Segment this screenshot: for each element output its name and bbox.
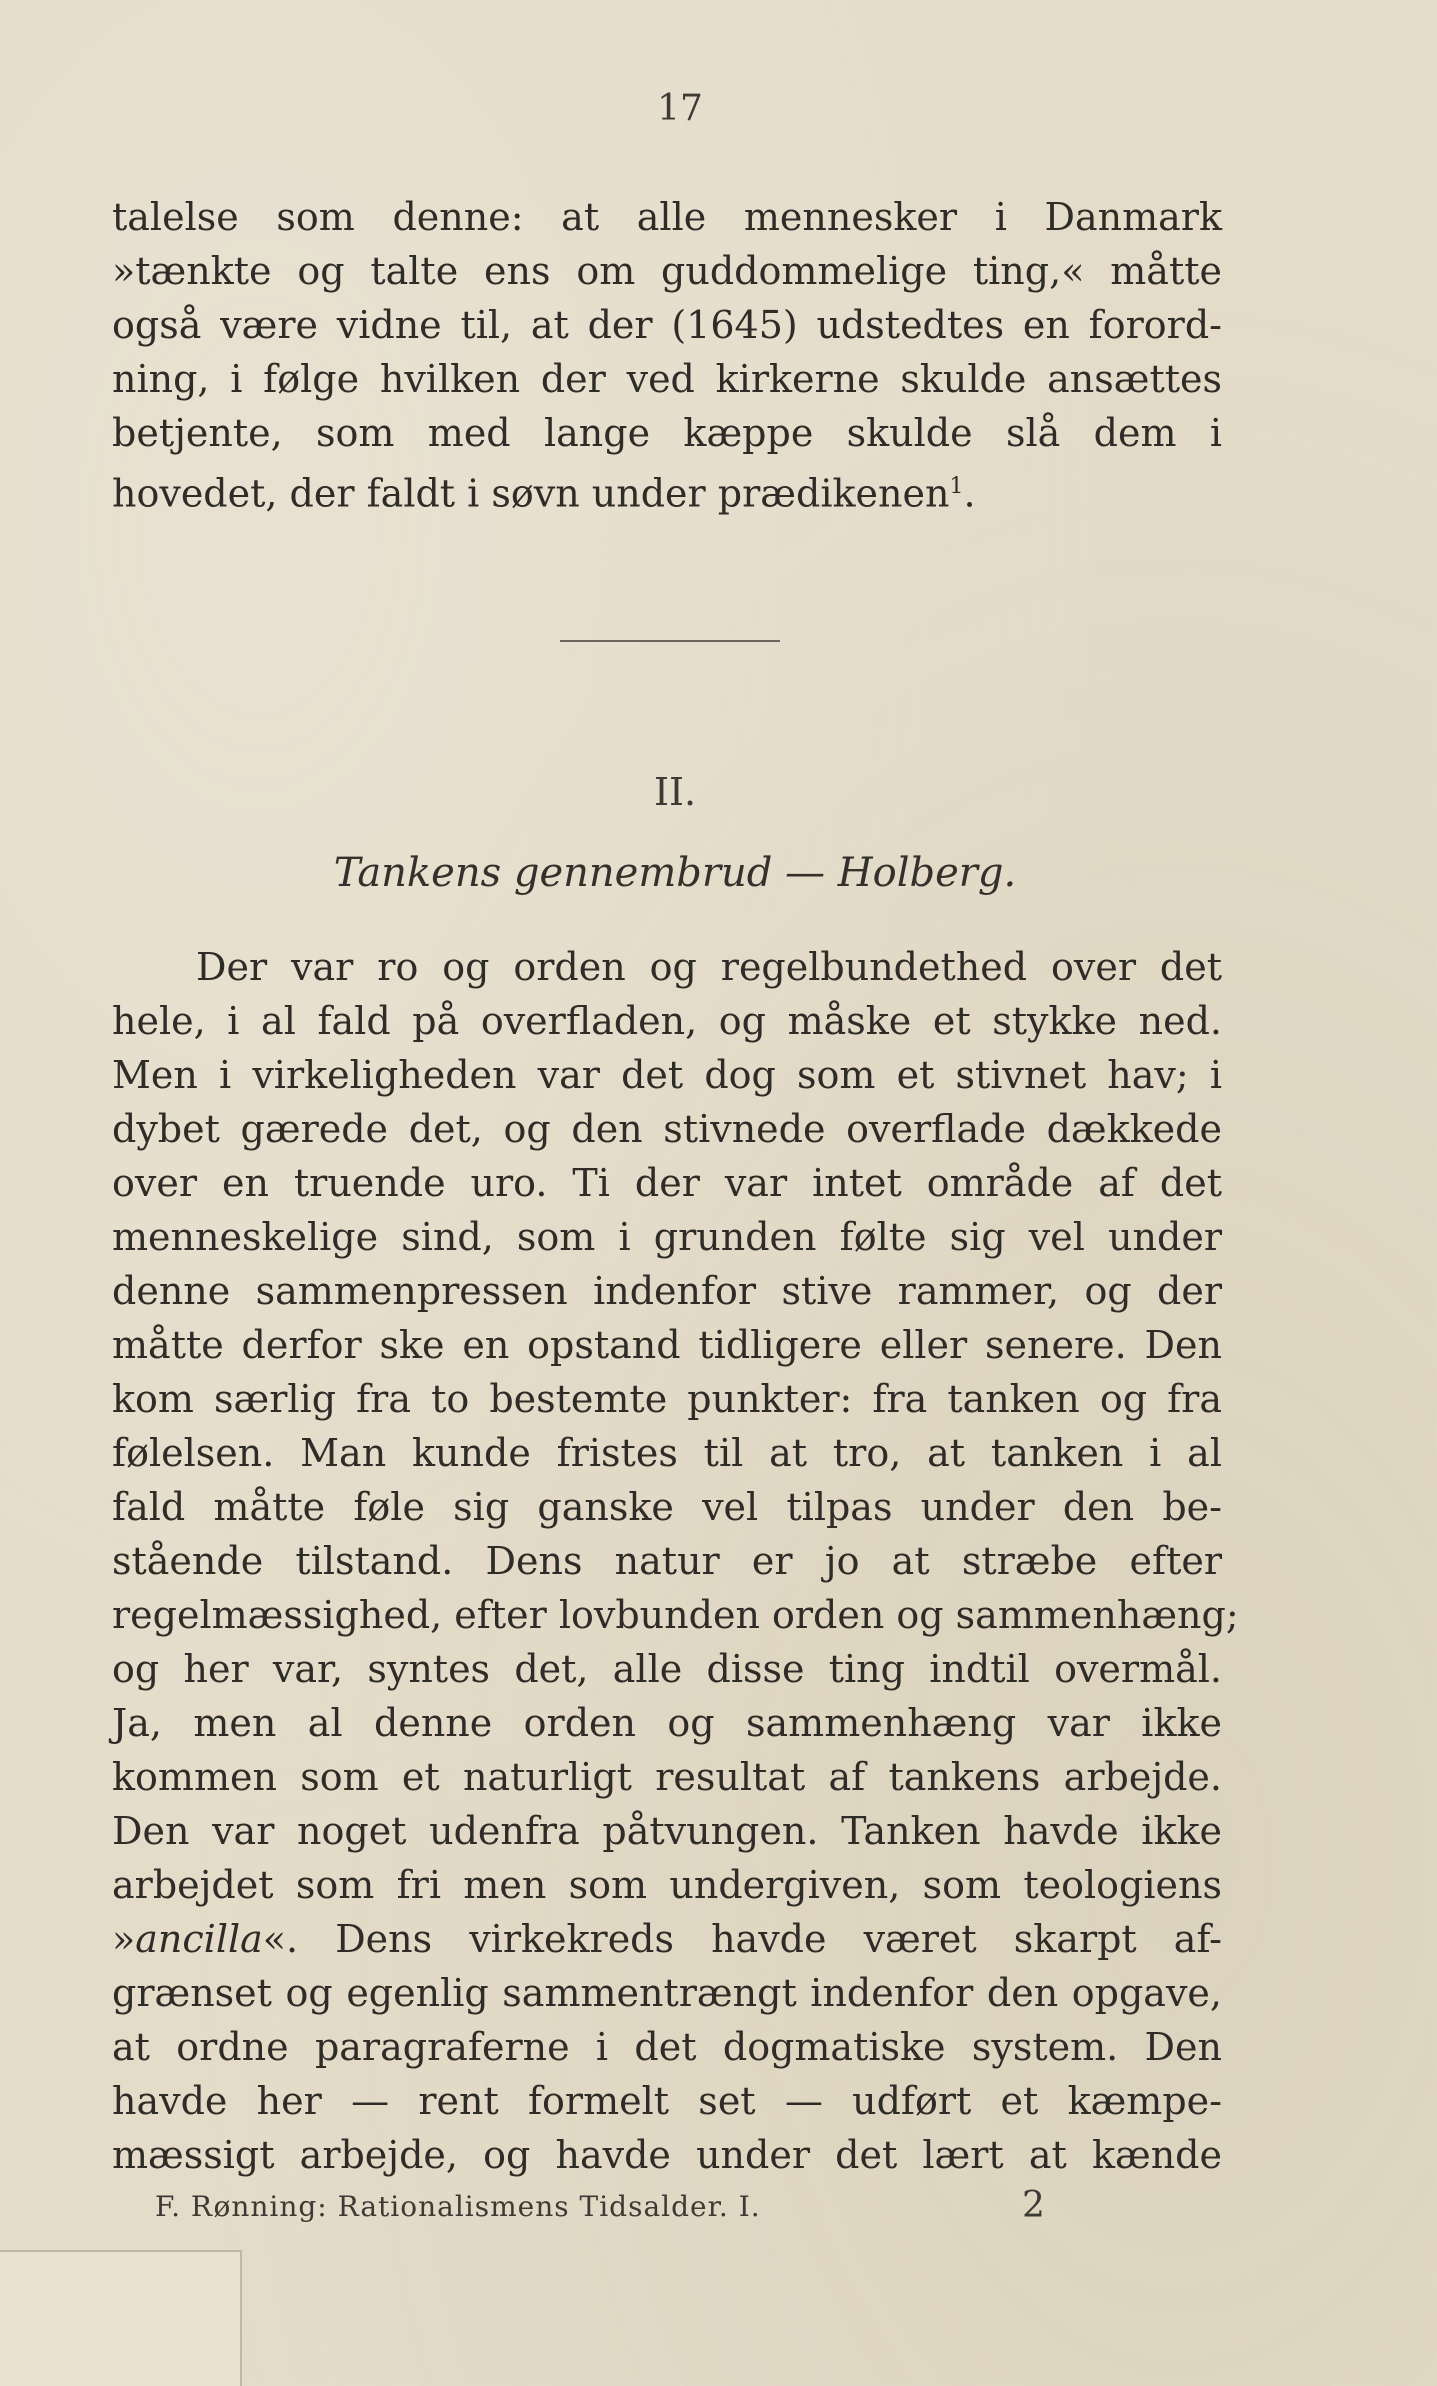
close-quote: «: [262, 1917, 287, 1961]
text-line-ancilla: [112, 1912, 1222, 1966]
signature-mark: 2: [1022, 2185, 1045, 2226]
text-line: fald måtte føle sig ganske vel tilpas under den be-: [112, 1485, 1222, 1529]
text-line: arbejdet som fri men som undergiven, som teologiens: [112, 1863, 1222, 1907]
text-line: kommen som et naturligt resultat af tankens arbejde.: [112, 1755, 1222, 1799]
text-line: måtte derfor ske en opstand tidligere eller senere. Den: [112, 1323, 1222, 1367]
paper-repair-patch: [0, 2250, 242, 2386]
paragraph-continued: [112, 190, 1222, 521]
text-line-indented: Der var ro og orden og regelbundethed over det: [196, 945, 1222, 989]
text-line: »tænkte og talte ens om guddommelige ting,« måtte: [112, 249, 1222, 293]
section-separator: [560, 640, 780, 642]
paragraph-main: [112, 940, 1239, 2182]
text-line: havde her — rent formelt set — udført et kæmpe-: [112, 2079, 1222, 2123]
text-line: Men i virkeligheden var det dog som et stivnet hav; i: [112, 1053, 1222, 1097]
text-line: kom særlig fra to bestemte punkter: fra tanken og fra: [112, 1377, 1222, 1421]
text-line: og her var, syntes det, alle disse ting indtil overmål.: [112, 1647, 1222, 1691]
open-quote: »: [112, 1917, 136, 1961]
page-number: 17: [657, 88, 703, 129]
text-line: menneskelige sind, som i grunden følte sig vel under: [112, 1215, 1222, 1259]
footnote-mark: 1: [949, 474, 964, 499]
text-line: denne sammenpressen indenfor stive rammer, og der: [112, 1269, 1222, 1313]
footer-book-title: F. Rønning: Rationalismens Tidsalder. I.: [155, 2190, 761, 2223]
text-line: grænset og egenlig sammentrængt indenfor den opgave,: [112, 1971, 1222, 2015]
text-line-last: [112, 460, 1222, 521]
text-line: regelmæssighed, efter lovbunden orden og sammenhæng;: [112, 1593, 1239, 1637]
text-line: at ordne paragraferne i det dogmatiske system. Den: [112, 2025, 1222, 2069]
text-line: stående tilstand. Dens natur er jo at stræbe efter: [112, 1539, 1222, 1583]
text-line: også være vidne til, at der (1645) udstedtes en forord-: [112, 303, 1222, 347]
chapter-title: Tankens gennembrud — Holberg.: [333, 850, 1017, 896]
text-line: ning, i følge hvilken der ved kirkerne skulde ansættes: [112, 357, 1222, 401]
text-line: dybet gærede det, og den stivnede overflade dækkede: [112, 1107, 1222, 1151]
text-line: talelse som denne: at alle mennesker i Danmark: [112, 195, 1222, 239]
text-line: Den var noget udenfra påtvungen. Tanken havde ikke: [112, 1809, 1222, 1853]
text-line: mæssigt arbejde, og havde under det lært at kænde: [112, 2133, 1222, 2177]
text-line: følelsen. Man kunde fristes til at tro, at tanken i al: [112, 1431, 1222, 1475]
text-line: Ja, men al denne orden og sammenhæng var ikke: [112, 1701, 1222, 1745]
text-line: over en truende uro. Ti der var intet område af det: [112, 1161, 1222, 1205]
text-line: betjente, som med lange kæppe skulde slå dem i: [112, 411, 1222, 455]
text-line-rest: . Dens virkekreds havde været skarpt af-: [286, 1917, 1222, 1961]
chapter-number: II.: [653, 770, 697, 814]
end-punctuation: .: [963, 471, 976, 516]
text-line: hele, i al fald på overfladen, og måske et stykke ned.: [112, 999, 1222, 1043]
ancilla-word: ancilla: [135, 1917, 263, 1961]
text-line-content: hovedet, der faldt i søvn under prædikenen: [112, 471, 950, 516]
